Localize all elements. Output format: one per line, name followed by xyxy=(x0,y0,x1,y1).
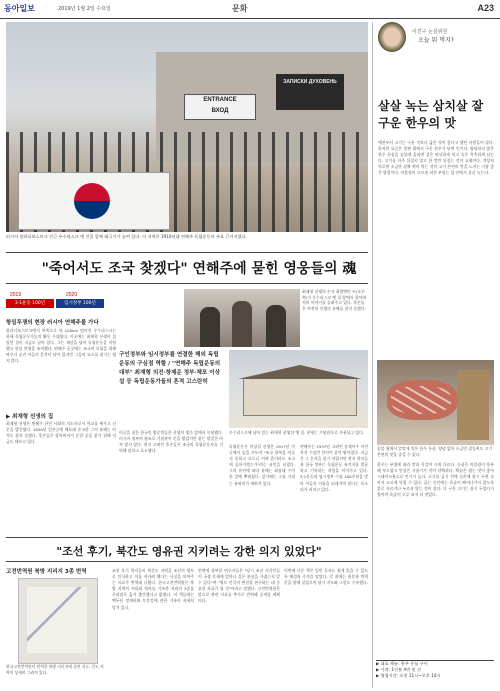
columnist-name: 이진구 논설위원 xyxy=(412,29,448,35)
historic-house xyxy=(243,378,357,416)
info-line: ▶ 대표 메뉴: 한우 등심 구이 xyxy=(376,661,428,666)
column-series-title: 오늘 뭐 먹지? xyxy=(418,37,454,44)
column-headline: 살살 녹는 삼치살 잘 구운 한우의 맛 xyxy=(378,99,484,130)
pull-quote: 구인정부와 임시정부를 연결한 해외 독립운동의 구심점 역할 / "연해주 독립운동의 대부" 최재형 의진·창제운 정부·체포 이상설 등 독립운동가들의 흔적 고스란히 xyxy=(119,352,221,385)
divider xyxy=(6,252,368,253)
building-plaque: ЗАПИСКИ ДУХОВЕНЬ xyxy=(276,74,344,110)
badge-year-2: 2020 xyxy=(66,292,78,298)
house-photo xyxy=(229,350,368,428)
restaurant-info-box xyxy=(376,660,494,689)
article-body-5: 연해주는 1937년 고려인 강제이주 이전까지 수십만 한인이 살던 땅이었다. 지금은 그 흔적을 찾기 어렵지만 현지 학자들과 한국 정부는 독립운동 유적지를 발굴하고 기록하는 작업을 이어가고 있다. 3·1운동과 임시정부 수립 100주년을 맞아 이들의 이름을 되새겨야 한다는 목소리가 커지고 있다. xyxy=(300,444,368,492)
article-subhead-2: ▶ 최재형 선생의 집 xyxy=(6,414,54,420)
badge-year-1: 2019 xyxy=(10,292,22,298)
article-subhead: 항일투쟁의 현장 러시아 연해주를 가다 xyxy=(6,320,99,326)
divider xyxy=(6,283,368,284)
badge-label-2: 임시정부 100년 xyxy=(56,299,104,308)
book-caption: 한국고전번역원이 번역한 북방 지리지에 실린 지도. 간도 지역이 상세히 그려져 있다. xyxy=(6,664,104,675)
article-body-1: 블라디보스토크에서 북쪽으로 약 100km 떨어진 우수리스크는 한때 독립운동가들의 활동 무대였다. 이곳에는 최재형 선생이 살았던 집이 지금도 남아 있다. 그는 재산을 털어 독립운동을 지원했고 항일 의병을 조직했다. 연해주 곳곳에는 조국의 독립을 위해 싸우다 숨진 이들의 흔적이 남아 있지만 그들의 묘소를 찾기는 쉽지 않다. xyxy=(6,328,116,364)
book-label: 고전번역원 북방 지리지 3종 번역 xyxy=(6,569,87,575)
article-body-4: 독립운동가 이상설 선생은 1917년 이곳에서 숨을 거두며 "조국 광복을 이루지 못하고 죽으니 어찌 혼이라도 조국에 돌아가겠는가"라는 유언을 남겼다. 그의 유언에 따라 유해는 화장돼 수이푼 강에 뿌려졌다. 강가에는 그를 기리는 유허비가 세워져 있다. xyxy=(229,444,295,486)
columnist-avatar xyxy=(378,22,406,52)
section-title: 문화 xyxy=(232,4,248,13)
book-map-image xyxy=(18,578,98,664)
entrance-sign: ENTRANCE ВХОД xyxy=(184,94,256,120)
article-body-7: 번역에 참여한 연구자들은 "당시 조선 지식인들이 국경 문제에 얼마나 깊은 관심을 가졌는지 알 수 있다"며 "영토 인식의 변천을 연구하는 데 중요한 자료가 될 것"이라고 말했다. 고전번역원은 앞으로 관련 자료를 추가로 번역해 공개할 계획이다. xyxy=(198,568,280,604)
anniversary-badge xyxy=(6,292,104,314)
main-photo-caption: 러시아 블라디보스토크 인근 우수리스크 옛 건물 앞에 태극기가 놓여 있다. 이 지역은 1910년대 연해주 독립운동의 주요 근거지였다. xyxy=(6,234,247,239)
article-body-3: 이곳을 찾은 한국인 방문객들은 선생의 생가 앞에서 묵념했다. 러시아 정부의 협조로 기념관이 문을 열었지만 찾는 발길은 아직 많지 않다. 현지 고려인 후손들은 조국의 독립운동사를 기억해 달라고 호소했다. xyxy=(119,430,223,454)
divider xyxy=(6,561,368,562)
beef-photo-caption: 숯불 위에서 알맞게 익은 한우 등심. 양념 없이 소금만 곁들여도 고기 본연의 맛을 즐길 수 있다. xyxy=(377,446,493,457)
column-body-1: 예전부터 고기는 구운 것보다 삶은 것이 좋다고 했던 사람들이 많다. 하지만 요즘은 불판 위에서 구운 한우가 단연 인기다. 양념하지 않은 한우 등심을 숯불에 올리면 겉은 바삭하게 익고 속은 촉촉하게 남는다. 고기를 자주 뒤집지 않고 한 번만 뒤집는 것이 요령이다. 적당히 익으면 소금만 살짝 찍어 먹는 것이 고기 본연의 맛을 느끼는 가장 좋은 방법이다. 마블링이 고르게 퍼진 부위는 입 안에서 살살 녹는다. xyxy=(378,140,494,176)
masthead xyxy=(0,0,500,19)
info-line: ▶ 가격: 1인분 4만 원 선 xyxy=(376,667,421,672)
column-divider xyxy=(372,22,373,688)
house-photo-caption: 우수리스크에 남아 있는 최재형 선생의 옛 집. 현재는 기념관으로 사용되고 있다. xyxy=(229,430,365,435)
badge-label-1: 3·1운동 100년 xyxy=(6,299,54,308)
article-body-6: 조선 후기 학자들이 북간도 지역을 조선의 영토로 인식하고 이를 지키려 했다는 사실을 보여주는 자료가 번역돼 나왔다. 한국고전번역원은 북방 지역의 지리와 역사를 기록한 지리지 3종을 우리말로 옮겨 출간했다고 밝혔다. 이 책들에는 백두산 정계비와 토문강에 관한 기록이 자세히 담겨 있다. xyxy=(112,568,194,610)
column-body-2: 한우는 부위에 따라 맛과 식감이 크게 다르다. 등심은 마블링이 풍부해 부드럽고 안심은 기름기가 적어 담백하다. 채끝은 씹는 맛이 좋아 스테이크용으로 인기가 높다. 고기를 굽기 전에 실온에 잠시 두면 속까지 고르게 익힐 수 있다. 굽는 동안에는 육즙이 빠져나가지 않도록 칼로 자르거나 누르지 않는 것이 좋다. 다 구운 고기는 잠시 두었다가 썰어야 육즙이 고루 퍼져 더 맛있다. xyxy=(377,462,494,498)
descendants-photo-caption: 최재형 선생의 손자 최발렌틴 씨(오른쪽)가 우수리스크 옛 집 앞에서 할아버지의 이야기를 들려주고 있다. 후손들은 여전히 선생의 유해를 찾지 못했다. xyxy=(302,289,367,311)
issue-date: 2019년 1월 2일 수요일 xyxy=(58,6,111,12)
second-headline: "조선 후기, 북간도 영유권 지키려는 강한 의지 있었다" xyxy=(56,545,322,558)
main-headline: "죽어서도 조국 찾겠다" 연해주에 묻힌 영웅들의 魂 xyxy=(41,261,357,277)
article-body-2: 최재형 선생은 연해주 한인 사회의 지도자로서 학교를 세우고 신문을 발간했다. 1920년 일본군에 체포돼 순국한 그의 유해는 아직도 찾지 못했다. 후손들은 할아버지가 묻힌 곳을 찾기 위해 지금도 애쓰고 있다. xyxy=(6,421,116,445)
beef-photo xyxy=(377,360,494,445)
korean-flag-icon xyxy=(18,172,170,230)
newspaper-logo: 동아일보 xyxy=(4,4,35,13)
divider xyxy=(6,537,368,538)
article-body-8: 이번에 나온 책은 일반 독자도 쉽게 읽을 수 있도록 해설과 주석을 달았다. 각 권에는 원문과 번역문을 함께 실었으며 당시 지도와 그림도 수록했다. xyxy=(284,568,368,586)
main-photo xyxy=(6,22,368,232)
descendants-photo xyxy=(184,289,300,347)
page-number: A23 xyxy=(477,3,494,13)
info-line: ▶ 영업시간: 오전 11시~오후 10시 xyxy=(376,673,441,678)
